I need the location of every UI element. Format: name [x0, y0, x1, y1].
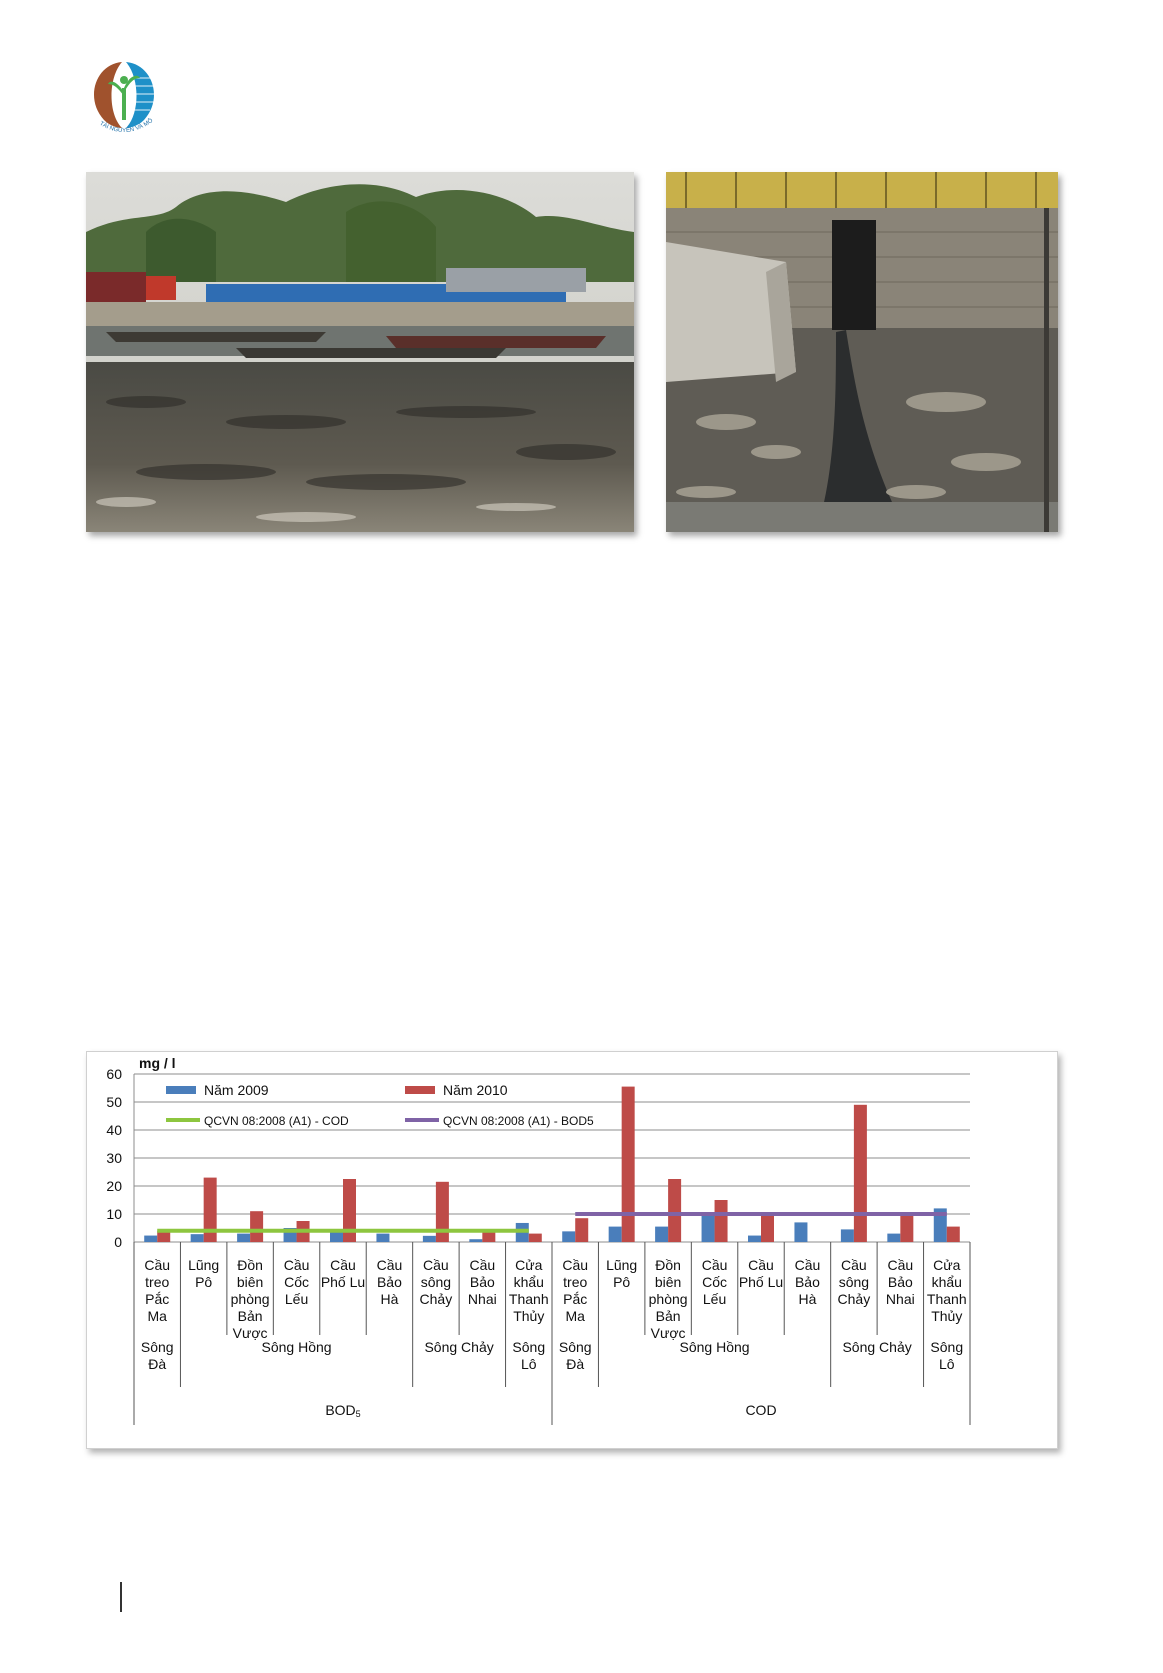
- bar-2010: [947, 1227, 960, 1242]
- river-label: Sông Chảy: [424, 1339, 494, 1355]
- category-label: Lếu: [284, 1291, 309, 1307]
- category-label: Cửa: [933, 1257, 961, 1273]
- bar-2009: [423, 1236, 436, 1242]
- bar-2009: [841, 1229, 854, 1242]
- y-tick-label: 0: [114, 1234, 122, 1250]
- category-label: Cầu: [794, 1257, 821, 1273]
- category-label: treo: [563, 1274, 588, 1290]
- category-label: Lũng: [606, 1257, 638, 1273]
- bar-2009: [191, 1234, 204, 1242]
- category-label: Thủy: [513, 1308, 545, 1324]
- bar-2009: [794, 1222, 807, 1242]
- legend-bod5-ref-label: QCVN 08:2008 (A1) - BOD5: [443, 1114, 594, 1128]
- category-label: Cầu: [376, 1257, 403, 1273]
- legend-2009-swatch: [166, 1086, 196, 1094]
- drainage-outlet-photo: [666, 172, 1058, 532]
- bar-2009: [469, 1239, 482, 1242]
- category-label: Cửa: [515, 1257, 543, 1273]
- category-label: Bản: [237, 1308, 263, 1324]
- category-label: Cầu: [469, 1257, 496, 1273]
- category-label: Cầu: [144, 1257, 171, 1273]
- river-label: Đà: [148, 1356, 167, 1372]
- pollution-chart: [86, 1051, 1058, 1449]
- logo-emblem-icon: [86, 58, 162, 140]
- category-label: Bảo: [887, 1274, 913, 1290]
- bar-2010: [854, 1105, 867, 1242]
- category-label: Nhai: [467, 1291, 497, 1307]
- category-label: Đồn: [655, 1257, 681, 1273]
- group-label: BOD5: [325, 1402, 361, 1419]
- category-label: khẩu: [931, 1274, 962, 1290]
- river-label: Sông: [512, 1339, 546, 1355]
- category-label: Pô: [195, 1274, 213, 1290]
- legend-cod-ref-label: QCVN 08:2008 (A1) - COD: [204, 1114, 349, 1128]
- bar-2009: [562, 1231, 575, 1242]
- category-label: Cốc: [702, 1274, 728, 1290]
- category-label: Ma: [147, 1308, 167, 1324]
- bar-2010: [436, 1182, 449, 1242]
- category-label: Vược: [232, 1325, 268, 1341]
- y-tick-label: 10: [106, 1206, 122, 1222]
- category-label: Pắc: [563, 1291, 588, 1307]
- category-label: Thanh: [508, 1291, 549, 1307]
- category-label: Lếu: [702, 1291, 727, 1307]
- category-label: Lũng: [188, 1257, 220, 1273]
- category-label: sông: [420, 1274, 452, 1290]
- y-tick-label: 60: [106, 1066, 122, 1082]
- y-axis-label: mg / l: [139, 1055, 176, 1071]
- category-label: Vược: [650, 1325, 686, 1341]
- bar-2010: [575, 1218, 588, 1242]
- category-label: Cầu: [423, 1257, 449, 1273]
- bar-2010: [761, 1215, 774, 1242]
- bar-2009: [655, 1227, 668, 1242]
- category-label: Nhai: [885, 1291, 915, 1307]
- category-label: sông: [838, 1274, 870, 1290]
- bar-2010: [715, 1200, 728, 1242]
- category-label: Bảo: [469, 1274, 495, 1290]
- bar-2009: [144, 1236, 157, 1242]
- bar-2009: [609, 1227, 622, 1242]
- bar-2010: [668, 1179, 681, 1242]
- category-label: Cầu: [887, 1257, 914, 1273]
- legend-2010-swatch: [405, 1086, 435, 1094]
- bar-2009: [702, 1214, 715, 1242]
- y-tick-label: 50: [106, 1094, 122, 1110]
- bar-2009: [330, 1232, 343, 1242]
- bar-2010: [900, 1214, 913, 1242]
- category-label: Pô: [613, 1274, 631, 1290]
- category-label: biên: [236, 1274, 264, 1290]
- bar-2010: [250, 1211, 263, 1242]
- river-label: Lô: [520, 1356, 537, 1372]
- legend-2010-label: Năm 2010: [443, 1082, 508, 1098]
- category-label: Ma: [565, 1308, 585, 1324]
- river-label: Sông Hồng: [261, 1339, 332, 1355]
- river-boats-photo: [86, 172, 634, 532]
- river-label: Sông: [140, 1339, 174, 1355]
- category-label: Đồn: [237, 1257, 263, 1273]
- legend-2009-label: Năm 2009: [204, 1082, 269, 1098]
- category-label: Cầu: [330, 1257, 356, 1273]
- group-label: COD: [745, 1402, 777, 1418]
- category-label: Cốc: [284, 1274, 310, 1290]
- category-label: Phố Lu: [738, 1274, 784, 1290]
- category-label: phòng: [230, 1291, 270, 1307]
- river-label: Sông: [558, 1339, 592, 1355]
- category-label: Chảy: [837, 1291, 871, 1307]
- y-tick-label: 30: [106, 1150, 122, 1166]
- bar-2010: [529, 1234, 542, 1242]
- category-label: Cầu: [562, 1257, 589, 1273]
- river-label: Sông Chảy: [842, 1339, 912, 1355]
- category-label: Bảo: [376, 1274, 402, 1290]
- logo-caption: TÀI NGUYÊN VÀ MÔ: [98, 117, 155, 135]
- river-label: Đà: [566, 1356, 585, 1372]
- bar-2009: [376, 1234, 389, 1242]
- y-tick-label: 20: [106, 1178, 122, 1194]
- category-label: phòng: [648, 1291, 688, 1307]
- category-label: biên: [654, 1274, 682, 1290]
- category-label: Pắc: [145, 1291, 170, 1307]
- category-label: Hà: [380, 1291, 399, 1307]
- category-label: Chảy: [419, 1291, 453, 1307]
- river-label: Sông Hồng: [679, 1339, 750, 1355]
- river-label: Sông: [930, 1339, 964, 1355]
- category-label: Hà: [798, 1291, 817, 1307]
- logo: [86, 58, 162, 140]
- category-label: khẩu: [513, 1274, 544, 1290]
- bar-2009: [748, 1236, 761, 1242]
- y-tick-label: 40: [106, 1122, 122, 1138]
- footer-rule: [120, 1582, 122, 1612]
- category-label: Thanh: [926, 1291, 967, 1307]
- category-label: Cầu: [841, 1257, 867, 1273]
- category-label: Bản: [655, 1308, 681, 1324]
- bar-2009: [237, 1234, 250, 1242]
- bar-2009: [887, 1234, 900, 1242]
- category-label: treo: [145, 1274, 170, 1290]
- category-label: Thủy: [931, 1308, 963, 1324]
- bar-2010: [622, 1087, 635, 1242]
- category-label: Cầu: [701, 1257, 728, 1273]
- category-label: Cầu: [283, 1257, 310, 1273]
- river-label: Lô: [938, 1356, 955, 1372]
- chart-canvas: [87, 1052, 1057, 1448]
- category-label: Bảo: [794, 1274, 820, 1290]
- category-label: Phố Lu: [320, 1274, 366, 1290]
- category-label: Cầu: [748, 1257, 774, 1273]
